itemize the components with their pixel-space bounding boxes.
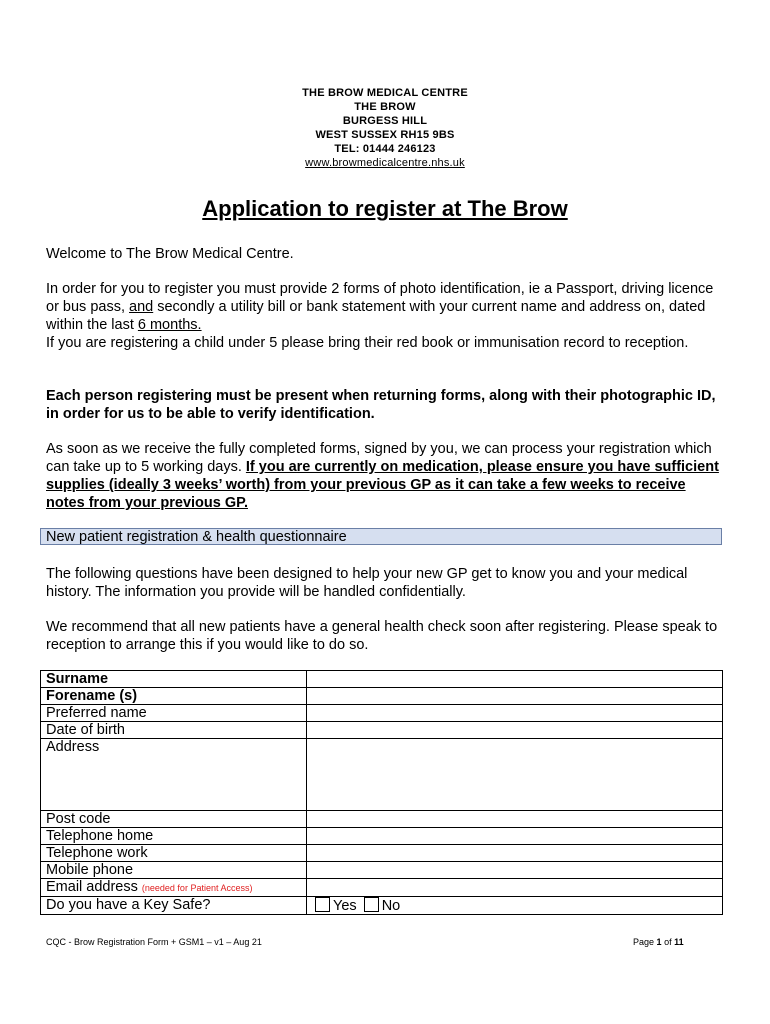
header-county-postcode: WEST SUSSEX RH15 9BS [315, 129, 455, 141]
header-telephone: TEL: 01444 246123 [334, 143, 436, 155]
mobile-phone-label: Mobile phone [41, 862, 307, 879]
dob-field[interactable] [307, 722, 723, 739]
processing-paragraph: As soon as we receive the fully completed forms, signed by you, we can process your registration which can take up to 5 working days. If you are currently on medication, please ensure you have sufficient supplies (ideally 3 weeks’ worth) from your previous GP as it can take a few weeks to receive notes from your previous GP. [46, 441, 719, 511]
keysafe-no-checkbox[interactable] [364, 897, 379, 912]
dob-label: Date of birth [41, 722, 307, 739]
child-registration-paragraph: If you are registering a child under 5 please bring their red book or immunisation record to reception. [46, 335, 689, 351]
table-row [41, 879, 723, 897]
table-row [41, 897, 723, 915]
table-row [41, 688, 723, 705]
mobile-phone-field[interactable] [307, 862, 723, 879]
presence-requirement-paragraph: Each person registering must be present when returning forms, along with their photographic ID, in order for us to be able to verify identification. [46, 388, 716, 422]
header-practice-name: THE BROW MEDICAL CENTRE [302, 87, 468, 99]
section-header-questionnaire: New patient registration & health questionnaire [40, 528, 722, 545]
table-row [41, 811, 723, 828]
email-label: Email address (needed for Patient Access) [41, 879, 307, 897]
surname-field[interactable] [307, 671, 723, 688]
table-row [41, 739, 723, 811]
forename-label: Forename (s) [41, 688, 307, 705]
header-website-link[interactable]: www.browmedicalcentre.nhs.uk [305, 157, 465, 169]
id-requirements-paragraph: In order for you to register you must provide 2 forms of photo identification, ie a Passport, driving licence or bus pass, and secondly a utility bill or bank statement with your current name and address on, dated within the last 6 months. [46, 281, 714, 333]
keysafe-yes-label: Yes [333, 898, 357, 914]
header-street: THE BROW [354, 101, 416, 113]
keysafe-no-label: No [381, 898, 401, 914]
registration-form-table [40, 670, 723, 915]
address-field[interactable] [307, 739, 723, 811]
forename-field[interactable] [307, 688, 723, 705]
telephone-work-field[interactable] [307, 845, 723, 862]
table-row [41, 862, 723, 879]
keysafe-yes-checkbox[interactable] [315, 897, 330, 912]
email-field[interactable] [307, 879, 723, 897]
keysafe-label: Do you have a Key Safe? [41, 897, 307, 915]
preferred-name-field[interactable] [307, 705, 723, 722]
email-note: (needed for Patient Access) [141, 883, 253, 893]
practice-header [0, 86, 770, 170]
telephone-home-field[interactable] [307, 828, 723, 845]
telephone-home-label: Telephone home [41, 828, 307, 845]
table-row [41, 722, 723, 739]
footer-document-reference: CQC - Brow Registration Form + GSM1 – v1 – Aug 21 [46, 937, 262, 947]
table-row [41, 671, 723, 688]
postcode-field[interactable] [307, 811, 723, 828]
table-row [41, 845, 723, 862]
keysafe-options [307, 897, 723, 915]
page-title: Application to register at The Brow [202, 196, 568, 221]
footer-page-number: Page 1 of 11 [633, 937, 684, 947]
address-label: Address [41, 739, 307, 811]
questionnaire-intro: The following questions have been designed to help your new GP get to know you and your medical history. The information you provide will be handled confidentially. [46, 566, 688, 600]
preferred-name-label: Preferred name [41, 705, 307, 722]
postcode-label: Post code [41, 811, 307, 828]
surname-label: Surname [41, 671, 307, 688]
table-row [41, 828, 723, 845]
telephone-work-label: Telephone work [41, 845, 307, 862]
table-row [41, 705, 723, 722]
header-town: BURGESS HILL [342, 115, 428, 127]
health-check-paragraph: We recommend that all new patients have a general health check soon after registering. Please speak to reception to arrange this if you would like to do so. [46, 619, 718, 653]
welcome-text: Welcome to The Brow Medical Centre. [46, 246, 294, 262]
